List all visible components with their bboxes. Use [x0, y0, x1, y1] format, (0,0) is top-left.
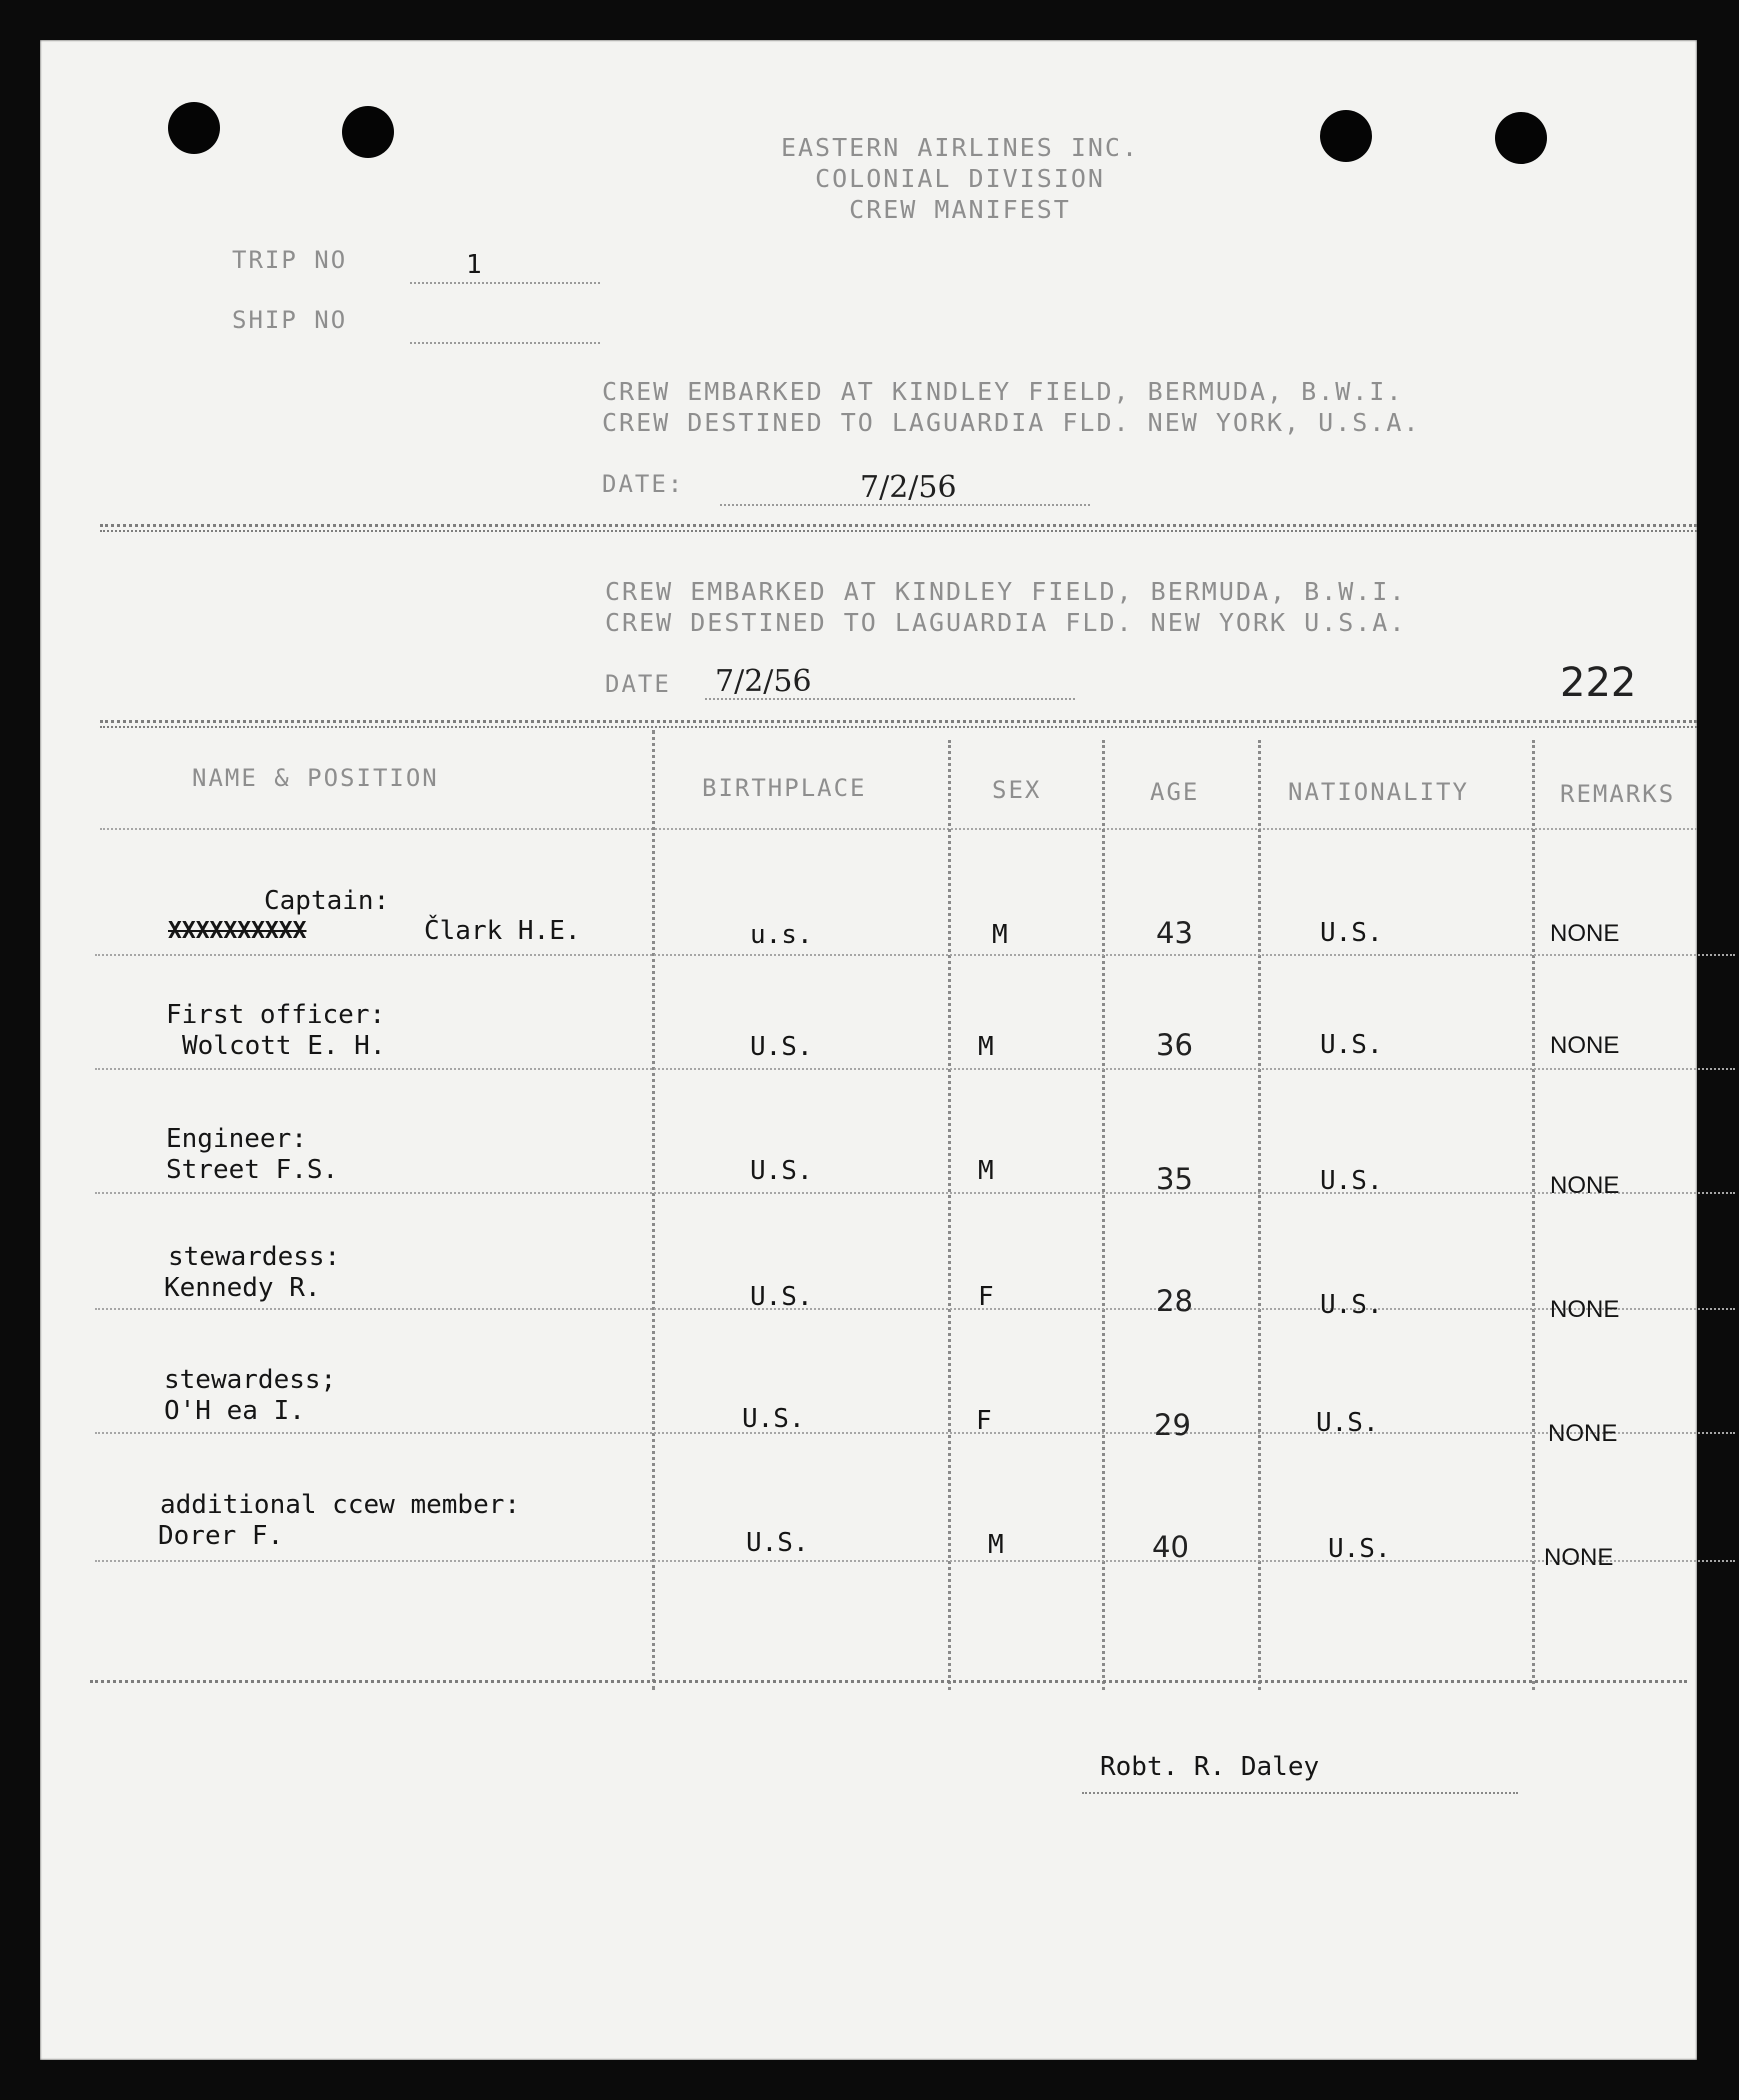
- row6-birthplace: U.S.: [746, 1528, 809, 1558]
- row2-nationality: U.S.: [1320, 1030, 1383, 1060]
- row1-position: Captain:: [264, 886, 390, 916]
- row4-birthplace: U.S.: [750, 1282, 813, 1312]
- ship-label: SHIP NO: [232, 306, 348, 334]
- row3-birthplace: U.S.: [750, 1156, 813, 1186]
- section2-date-label: DATE: [605, 670, 671, 698]
- section1-route: [602, 376, 1420, 438]
- row4-position: stewardess:: [168, 1242, 341, 1272]
- col-header-name: NAME & POSITION: [192, 764, 439, 792]
- row1-struck-name: XXXXXXXXXX: [168, 918, 307, 944]
- section1-destined: CREW DESTINED TO LAGUARDIA FLD. NEW YORK, U.S.A.: [602, 408, 1421, 437]
- trip-label: TRIP NO: [232, 246, 348, 274]
- row5-remarks: NONE: [1548, 1420, 1618, 1447]
- header-line-2: COLONIAL DIVISION: [815, 164, 1105, 193]
- row1-name: Člark H.E.: [424, 916, 581, 946]
- row2-position: First officer:: [166, 1000, 386, 1030]
- section1-embarked: CREW EMBARKED AT KINDLEY FIELD, BERMUDA, B.W.I.: [602, 377, 1404, 406]
- row4-name: Kennedy R.: [164, 1273, 321, 1303]
- section2-embarked: CREW EMBARKED AT KINDLEY FIELD, BERMUDA, B.W.I.: [605, 577, 1407, 606]
- manifest-page: [40, 40, 1697, 2060]
- row4-remarks: NONE: [1550, 1296, 1620, 1323]
- row2-age: 36: [1156, 1028, 1193, 1062]
- punch-hole-4: [1495, 112, 1547, 164]
- section2-route: [605, 576, 1406, 638]
- punch-hole-2: [342, 106, 394, 158]
- row2-name: Wolcott E. H.: [182, 1031, 386, 1061]
- row3-nationality: U.S.: [1320, 1166, 1383, 1196]
- row6-name: Dorer F.: [158, 1521, 284, 1551]
- col-header-birthplace: BIRTHPLACE: [702, 774, 867, 802]
- header-line-3: CREW MANIFEST: [849, 195, 1071, 224]
- row4-sex: F: [978, 1282, 994, 1312]
- row5-nationality: U.S.: [1316, 1408, 1379, 1438]
- page-number: 222: [1560, 660, 1637, 706]
- row2-remarks: NONE: [1550, 1032, 1620, 1059]
- row5-sex: F: [976, 1406, 992, 1436]
- row3-remarks: NONE: [1550, 1172, 1620, 1199]
- section2-destined: CREW DESTINED TO LAGUARDIA FLD. NEW YORK U.S.A.: [605, 608, 1407, 637]
- row1-remarks: NONE: [1550, 920, 1620, 947]
- row6-nationality: U.S.: [1328, 1534, 1391, 1564]
- row4-nationality: U.S.: [1320, 1290, 1383, 1320]
- row3-position: Engineer:: [166, 1124, 307, 1154]
- row3-name: Street F.S.: [166, 1155, 339, 1185]
- punch-hole-3: [1320, 110, 1372, 162]
- row6-age: 40: [1152, 1530, 1189, 1564]
- col-header-sex: SEX: [992, 776, 1042, 804]
- row6-position: additional ccew member:: [160, 1490, 521, 1520]
- section1-date-label: DATE:: [602, 470, 685, 498]
- row1-nationality: U.S.: [1320, 918, 1383, 948]
- row2-birthplace: U.S.: [750, 1032, 813, 1062]
- row1-sex: M: [992, 920, 1008, 950]
- row1-age: 43: [1156, 916, 1193, 950]
- row5-age: 29: [1154, 1408, 1191, 1442]
- row3-age: 35: [1156, 1162, 1193, 1196]
- row2-sex: M: [978, 1032, 994, 1062]
- row1-birthplace: u.s.: [750, 920, 813, 950]
- section2-date-value: 7/2/56: [715, 664, 812, 699]
- company-header: [700, 132, 1220, 225]
- section1-date-value: 7/2/56: [860, 470, 957, 505]
- signature: Robt. R. Daley: [1100, 1752, 1320, 1782]
- row5-birthplace: U.S.: [742, 1404, 805, 1434]
- row6-remarks: NONE: [1544, 1544, 1614, 1571]
- row6-sex: M: [988, 1530, 1004, 1560]
- row4-age: 28: [1156, 1284, 1193, 1318]
- col-header-remarks: REMARKS: [1560, 780, 1676, 808]
- col-header-age: AGE: [1150, 778, 1200, 806]
- trip-value: 1: [466, 250, 484, 280]
- punch-hole-1: [168, 102, 220, 154]
- row5-position: stewardess;: [164, 1365, 337, 1395]
- header-line-1: EASTERN AIRLINES INC.: [780, 133, 1140, 162]
- col-header-nationality: NATIONALITY: [1288, 778, 1469, 806]
- row3-sex: M: [978, 1156, 994, 1186]
- row5-name: O'H ea I.: [164, 1396, 305, 1426]
